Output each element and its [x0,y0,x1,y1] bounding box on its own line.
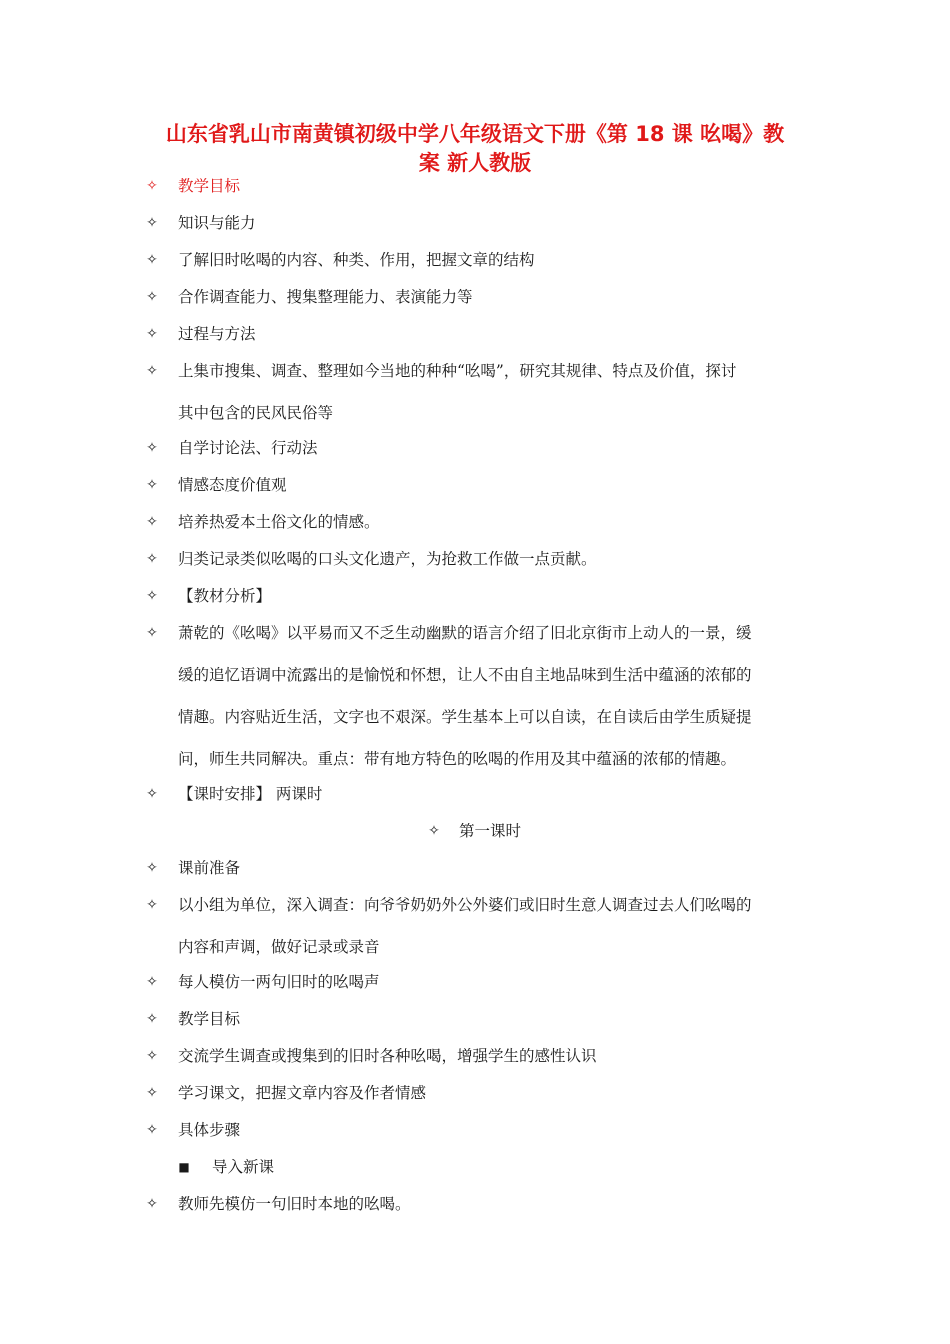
section-heading-text: 【教材分析】 [178,587,272,605]
list-item-text: 教学目标 [178,1010,241,1028]
list-item-text: 自学讨论法、行动法 [178,439,318,457]
title-line-2: 案 新人教版 [418,151,532,175]
list-item-text: 了解旧时吆喝的内容、种类、作用，把握文章的结构 [178,251,535,269]
list-item-text: 教师先模仿一句旧时本地的吆喝。 [178,1195,411,1213]
list-item-text: 上集市搜集、调查、整理如今当地的种种“吆喝”，研究其规律、特点及价值，探讨 [178,362,737,380]
diamond-bullet-icon: ✧ [146,551,158,567]
list-item-text: 每人模仿一两句旧时的吆喝声 [178,973,380,991]
list-item-continuation: 问，师生共同解决。重点：带有地方特色的吆喝的作用及其中蕴涵的浓郁的情趣。 [178,750,737,768]
list-item-continuation: 情趣。内容贴近生活，文字也不艰深。学生基本上可以自读，在自读后由学生质疑提 [178,708,752,726]
list-item-text: 培养热爱本土俗文化的情感。 [178,513,380,531]
diamond-bullet-icon: ✧ [146,1196,158,1212]
list-item-text: 学习课文，把握文章内容及作者情感 [178,1084,427,1102]
list-item-text: 以小组为单位，深入调查：向爷爷奶奶外公外婆们或旧时生意人调查过去人们吆喝的 [178,896,752,914]
diamond-bullet-icon: ✧ [146,440,158,456]
diamond-bullet-icon: ✧ [146,897,158,913]
diamond-bullet-icon: ✧ [146,974,158,990]
diamond-bullet-icon: ✧ [146,252,158,268]
diamond-bullet-icon: ✧ [146,1048,158,1064]
diamond-bullet-icon: ✧ [146,326,158,342]
diamond-bullet-icon: ✧ [146,289,158,305]
diamond-bullet-icon: ✧ [146,1122,158,1138]
list-item-text: 归类记录类似吆喝的口头文化遗产，为抢救工作做一点贡献。 [178,550,597,568]
diamond-bullet-icon: ✧ [146,363,158,379]
diamond-bullet-icon: ✧ [428,823,440,839]
list-item-text: 情感态度价值观 [178,476,287,494]
list-item-text: 交流学生调查或搜集到的旧时各种吆喝，增强学生的感性认识 [178,1047,597,1065]
diamond-bullet-icon: ✧ [146,215,158,231]
diamond-bullet-icon: ✧ [146,860,158,876]
diamond-bullet-icon: ✧ [146,1011,158,1027]
diamond-bullet-icon: ✧ [146,625,158,641]
diamond-bullet-icon: ✧ [146,1085,158,1101]
list-item-text: 教学目标 [178,177,241,195]
square-bullet-icon: ■ [178,1160,190,1174]
sub-list-item-text: 导入新课 [212,1158,275,1176]
document-title [140,120,810,178]
list-item-text: 知识与能力 [178,214,256,232]
diamond-bullet-icon: ✧ [146,477,158,493]
diamond-bullet-icon: ✧ [146,514,158,530]
section-heading-text: 【课时安排】 两课时 [178,785,323,803]
list-item-text: 课前准备 [178,859,241,877]
title-line-1: 山东省乳山市南黄镇初级中学八年级语文下册《第 18 课 吆喝》教 [165,122,785,146]
list-item-text: 萧乾的《吆喝》以平易而又不乏生动幽默的语言介绍了旧北京街市上动人的一景，缓 [178,624,752,642]
list-item-continuation: 内容和声调，做好记录或录音 [178,938,380,956]
list-item-continuation: 其中包含的民风民俗等 [178,404,334,422]
list-item-text: 过程与方法 [178,325,256,343]
list-item-text: 合作调查能力、搜集整理能力、表演能力等 [178,288,473,306]
diamond-bullet-icon: ✧ [146,588,158,604]
list-item-text: 具体步骤 [178,1121,241,1139]
diamond-bullet-icon: ✧ [146,178,158,194]
diamond-bullet-icon: ✧ [146,786,158,802]
centered-item-text: 第一课时 [459,822,522,840]
list-item-continuation: 缓的追忆语调中流露出的是愉悦和怀想，让人不由自主地品味到生活中蕴涵的浓郁的 [178,666,752,684]
